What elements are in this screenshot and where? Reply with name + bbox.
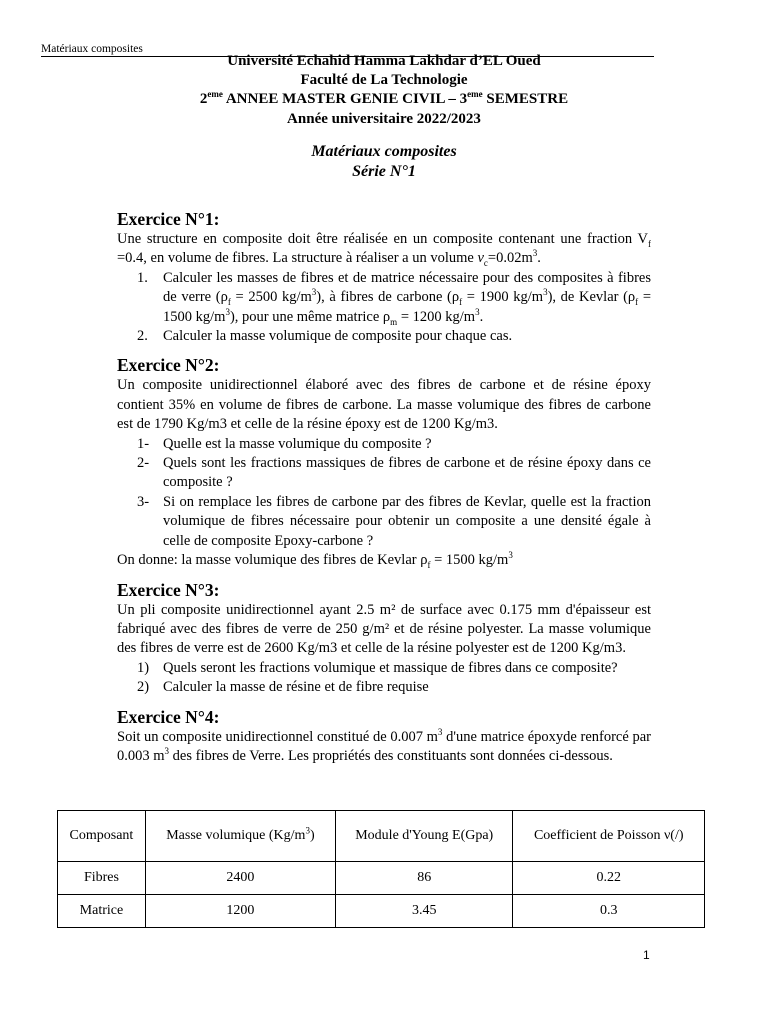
list-item: 1) Quels seront les fractions volumique et massique de fibres dans ce composite?	[137, 659, 618, 676]
list-item: 2) Calculer la masse de résine et de fibre requise	[137, 679, 429, 696]
exercise-content	[117, 200, 651, 766]
exercise-4-title: Exercice N°4:	[117, 706, 220, 727]
properties-table	[57, 810, 705, 928]
table-cell: Matrice	[58, 895, 146, 928]
exercise-3-statement: Un pli composite unidirectionnel ayant 2.5 m² de surface avec 0.175 mm d'épaisseur est fabriqué avec des fibres de verre de 250 g/m² et de résine polyester. La masse volumique des fibres de verre est de 2600 Kg/m3 et celle de la résine polyester est de 1200 Kg/m3.	[117, 601, 651, 657]
table-row	[58, 895, 705, 928]
exercise-4-statement: Soit un composite unidirectionnel constitué de 0.007 $m^3$ d'une matrice époxyde renforcé par 0.003 $m^3$ des fibres de Verre. Les propriétés des constituants sont données ci-dessous.	[117, 726, 651, 764]
institution-header	[0, 52, 768, 129]
table-cell: 3.45	[335, 895, 513, 928]
exercise-2-given-data: On donne: la masse volumique des fibres de Kevlar $\rho_f = 1500$ $kg/m^3$	[117, 550, 513, 570]
list-item: 1. Calculer les masses de fibres et de matrice nécessaire pour des composites à fibres de verre ($\rho_f = 2500$ $kg/m^3$), à fibres de carbone ($\rho_f = 1900$ $kg/m^3$), de Kevlar ($\rho_f = 1500$ $kg/m^3$), pour une même matrice $\rho_m = 1200$ $kg/m^3$.	[137, 269, 652, 327]
table-cell: Fibres	[58, 862, 146, 895]
table-cell: 0.22	[513, 862, 705, 895]
exercise-2-questions	[117, 435, 651, 551]
table-cell: 2400	[145, 862, 335, 895]
exercise-2-title: Exercice N°2:	[117, 355, 220, 376]
subject-title: Matériaux composites	[311, 143, 457, 160]
running-header: Matériaux composites	[41, 43, 143, 55]
exercise-1-title: Exercice N°1:	[117, 209, 220, 229]
table-row	[58, 862, 705, 895]
exercise-1-questions	[117, 269, 651, 347]
table-cell: 1200	[145, 895, 335, 928]
table-cell: 0.3	[513, 895, 705, 928]
table-cell: 86	[335, 862, 513, 895]
exercise-3-title: Exercice N°3:	[117, 579, 220, 600]
exercise-3-questions	[117, 659, 651, 698]
exercise-2-statement: Un composite unidirectionnel élaboré avec des fibres de carbone et de résine époxy contient 35% en volume de fibres de carbone. La masse volumique des fibres de carbone est de 1790 Kg/m3 et celle de la résine époxy est de 1200 Kg/m3.	[117, 377, 651, 433]
faculty-name: Faculté de La Technologie	[300, 72, 468, 89]
academic-year: Année universitaire 2022/2023	[287, 110, 481, 127]
series-title: Série N°1	[352, 163, 416, 180]
list-item: 2- Quels sont les fractions massiques de fibres de carbone et de résine époxy dans ce composite ?	[137, 455, 651, 491]
list-item: 1- Quelle est la masse volumique du composite ?	[137, 435, 432, 452]
level-line: 2eme ANNEE MASTER GENIE CIVIL – 3eme SEMESTRE	[199, 89, 569, 108]
table-header-cell: Module d'Young E(Gpa)	[335, 811, 513, 862]
exercise-1-statement: Une structure en composite doit être réalisée en un composite contenant une fraction $V_f =0.4$, en volume de fibres. La structure à réaliser a un volume $v_c=0.02m^3$.	[117, 231, 651, 269]
table-header-cell: Coefficient de Poisson ν(/)	[513, 811, 705, 862]
university-name: Université Echahid Hamma Lakhdar d’EL Oued	[227, 53, 541, 69]
page-number: 1	[643, 948, 650, 962]
document-title	[0, 142, 768, 182]
table-header-cell: Masse volumique $(Kg/m^3)$	[145, 811, 335, 862]
list-item: 2. Calculer la masse volumique de composite pour chaque cas.	[137, 328, 513, 345]
list-item: 3- Si on remplace les fibres de carbone par des fibres de Kevlar, quelle est la fraction volumique de fibres nécessaire pour obtenir un composite a une densité égale à celle de composite Epoxy-carbone ?	[137, 493, 651, 549]
table-header-cell: Composant	[58, 811, 146, 862]
table-header-row	[58, 811, 705, 862]
